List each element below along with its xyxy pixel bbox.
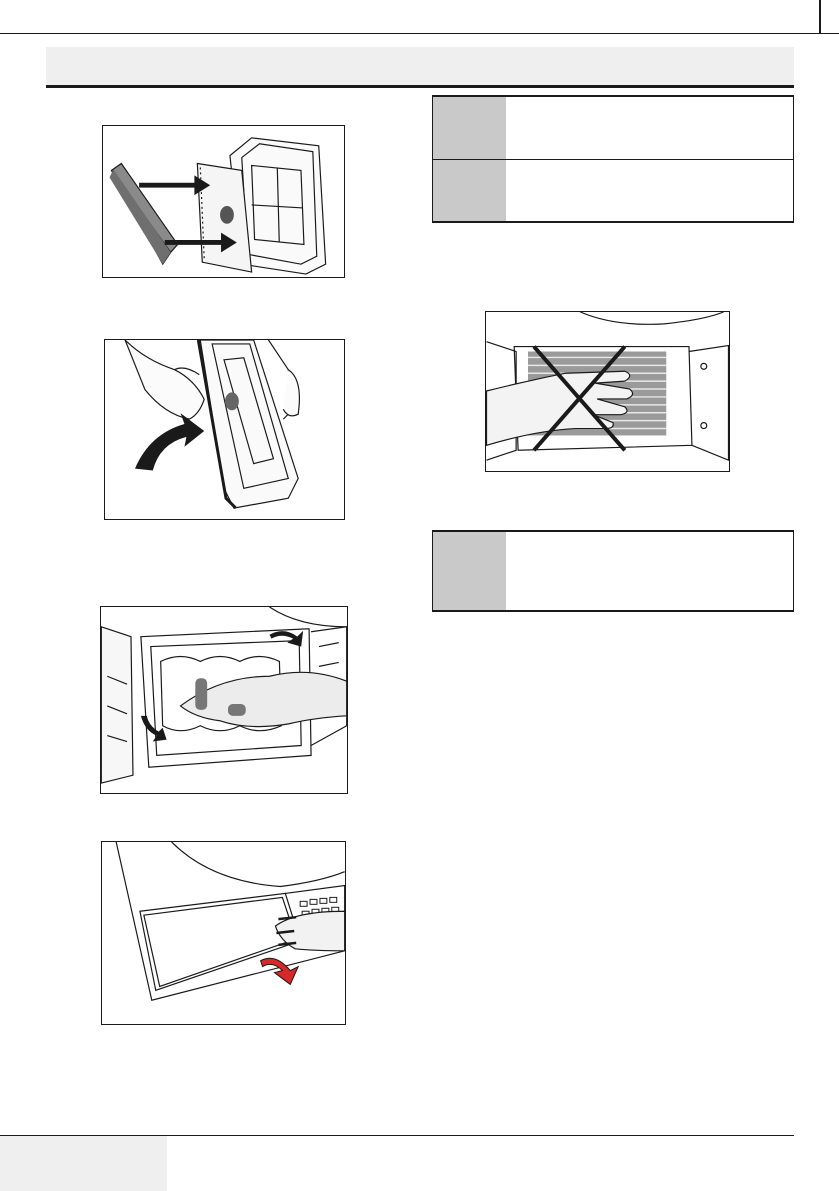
- filter-fold-icon: [105, 340, 344, 519]
- prohibited-icon: [486, 312, 729, 471]
- note-row: [433, 97, 793, 159]
- note-table-bottom: [432, 530, 794, 612]
- crop-rule: [0, 33, 839, 34]
- info-icon: [433, 160, 506, 221]
- plinth-cover-figure: [101, 841, 346, 1025]
- do-not-touch-figure: [485, 311, 730, 472]
- header-divider: [46, 85, 794, 88]
- page-header: [46, 47, 794, 85]
- crop-mark: [819, 0, 821, 34]
- note-table-top: [432, 95, 794, 223]
- note-row: [433, 159, 793, 221]
- page-footer: [0, 1136, 167, 1191]
- filter-insert-figure: [102, 125, 345, 278]
- filter-assembly-icon: [103, 126, 344, 277]
- note-text: [506, 160, 793, 221]
- note-text: [506, 97, 793, 159]
- info-icon: [433, 97, 506, 159]
- plinth-close-icon: [102, 842, 345, 1024]
- condenser-latch-icon: [101, 607, 347, 793]
- info-icon: [433, 532, 506, 610]
- filter-close-figure: [104, 339, 345, 520]
- note-text: [506, 532, 793, 610]
- condenser-cover-figure: [100, 606, 348, 794]
- note-row: [433, 532, 793, 610]
